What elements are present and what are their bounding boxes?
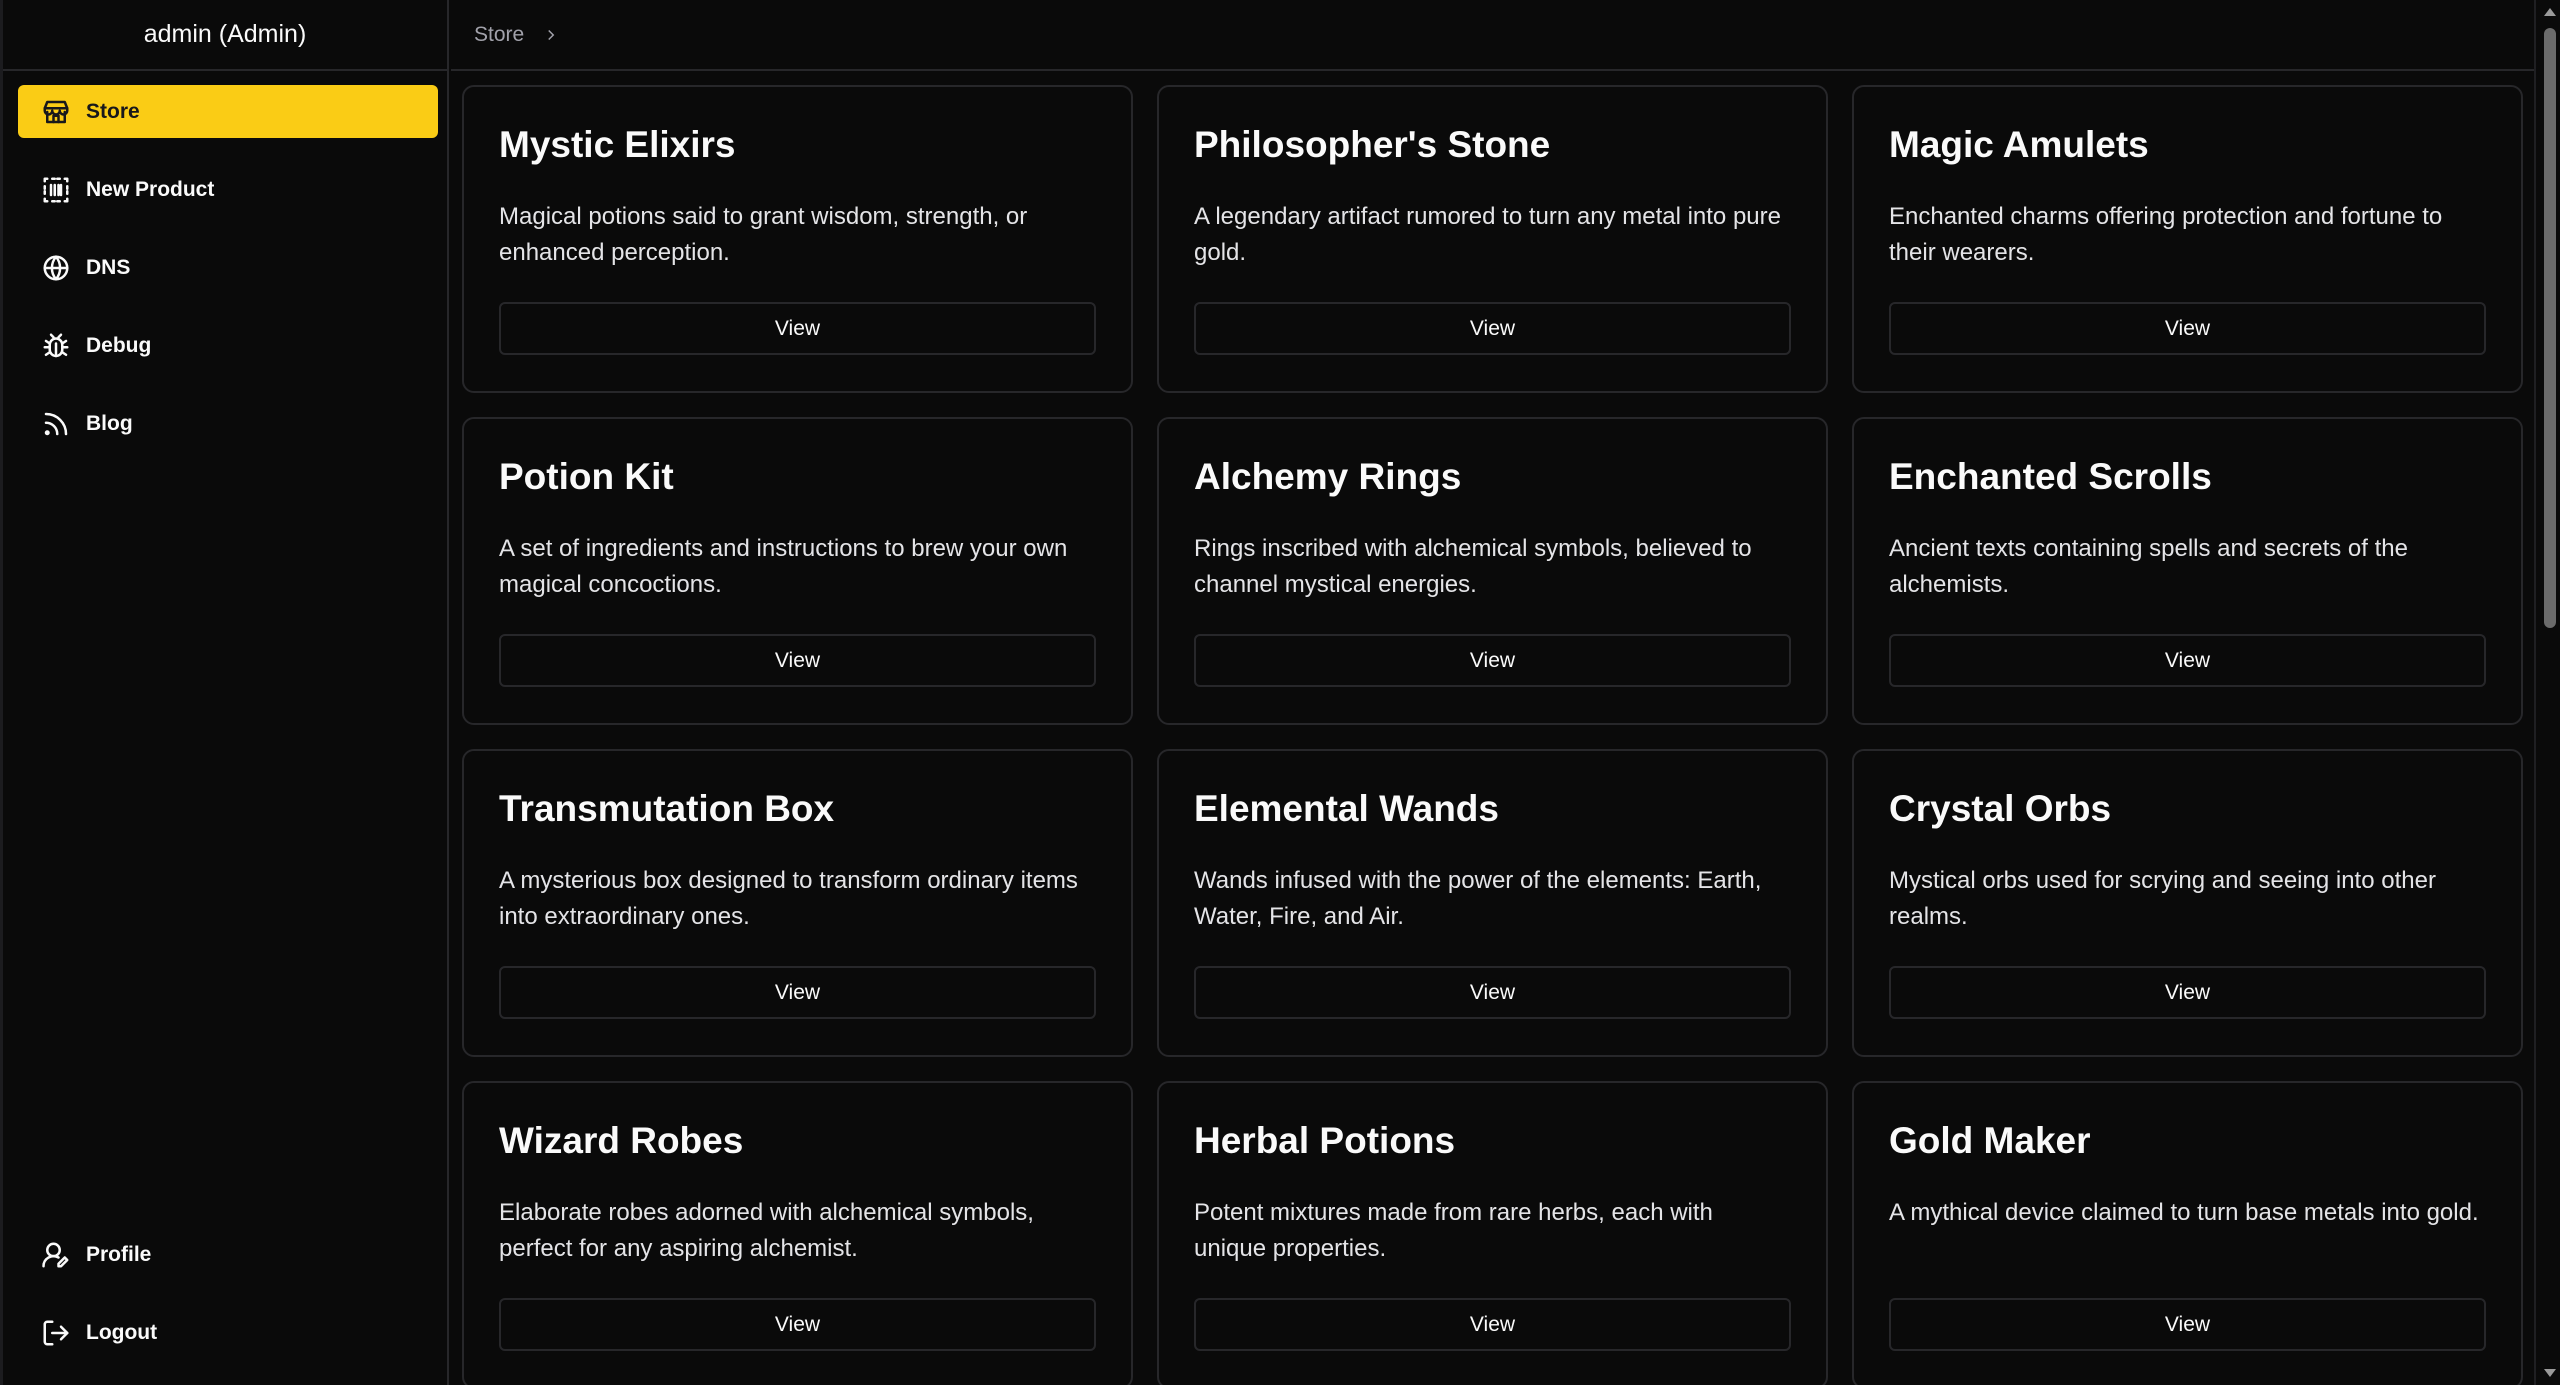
breadcrumb	[451, 0, 2534, 71]
product-description: A legendary artifact rumored to turn any metal into pure gold.	[1194, 203, 1781, 266]
sidebar-item-debug[interactable]	[18, 319, 438, 372]
store-icon	[41, 97, 71, 127]
view-button[interactable]: View	[1194, 302, 1791, 355]
product-grid	[462, 85, 2524, 1385]
product-title: Elemental Wands	[1194, 788, 1499, 829]
product-card	[1852, 749, 2523, 1057]
product-card	[1852, 417, 2523, 725]
view-button[interactable]: View	[1889, 1298, 2486, 1351]
product-card	[1157, 85, 1828, 393]
sidebar-item-dns[interactable]	[18, 241, 438, 294]
product-description: Enchanted charms offering protection and fortune to their wearers.	[1889, 203, 2443, 266]
product-title: Herbal Potions	[1194, 1120, 1456, 1161]
view-button[interactable]: View	[1194, 634, 1791, 687]
product-description: Mystical orbs used for scrying and seeing into other realms.	[1889, 867, 2436, 930]
sidebar-item-label: Logout	[86, 1320, 158, 1344]
product-description: Rings inscribed with alchemical symbols, believed to channel mystical energies.	[1194, 535, 1752, 598]
user-icon	[41, 1240, 71, 1270]
sidebar-item-label: Store	[86, 99, 140, 123]
product-title: Transmutation Box	[499, 788, 835, 829]
sidebar-nav	[18, 85, 438, 475]
scroll-down-arrow[interactable]	[2544, 1369, 2556, 1377]
product-card	[1157, 417, 1828, 725]
sidebar-item-label: New Product	[86, 177, 215, 201]
view-button[interactable]: View	[1889, 302, 2486, 355]
product-card	[1852, 1081, 2523, 1385]
scroll-thumb[interactable]	[2544, 28, 2556, 628]
product-description: A mysterious box designed to transform ordinary items into extraordinary ones.	[499, 867, 1078, 930]
product-title: Philosopher's Stone	[1194, 124, 1551, 165]
sidebar-item-label: Profile	[86, 1242, 152, 1266]
sidebar-item-new-product[interactable]	[18, 163, 438, 216]
view-button[interactable]: View	[1194, 1298, 1791, 1351]
bug-icon	[41, 331, 71, 361]
product-description: Magical potions said to grant wisdom, strength, or enhanced perception.	[499, 203, 1028, 266]
product-title: Potion Kit	[499, 456, 674, 497]
sidebar-item-label: Blog	[86, 411, 133, 435]
view-button[interactable]: View	[1889, 634, 2486, 687]
rss-icon	[41, 409, 71, 439]
product-title: Mystic Elixirs	[499, 124, 736, 165]
sidebar-item-logout[interactable]	[18, 1306, 438, 1359]
globe-icon	[41, 253, 71, 283]
product-description: Potent mixtures made from rare herbs, each with unique properties.	[1194, 1199, 1713, 1262]
logout-icon	[41, 1318, 71, 1348]
product-card	[462, 749, 1133, 1057]
product-card	[462, 417, 1133, 725]
user-header: admin (Admin)	[3, 0, 447, 71]
sidebar-bottom-nav	[18, 1228, 438, 1384]
chevron-right-icon	[542, 26, 560, 44]
sidebar-item-profile[interactable]	[18, 1228, 438, 1281]
product-title: Crystal Orbs	[1889, 788, 2112, 829]
view-button[interactable]: View	[499, 302, 1096, 355]
product-card	[1852, 85, 2523, 393]
new-product-icon	[41, 175, 71, 205]
product-card	[1157, 749, 1828, 1057]
breadcrumb-item-store[interactable]: Store	[474, 22, 525, 46]
product-title: Alchemy Rings	[1194, 456, 1462, 497]
sidebar-item-store[interactable]	[18, 85, 438, 138]
vertical-scrollbar[interactable]	[2534, 0, 2560, 1385]
product-description: A mythical device claimed to turn base metals into gold.	[1889, 1199, 2479, 1226]
product-card	[462, 85, 1133, 393]
product-title: Enchanted Scrolls	[1889, 456, 2212, 497]
sidebar-item-blog[interactable]	[18, 397, 438, 450]
sidebar-item-label: DNS	[86, 255, 131, 279]
product-title: Wizard Robes	[499, 1120, 744, 1161]
view-button[interactable]: View	[499, 1298, 1096, 1351]
sidebar	[0, 0, 449, 1385]
product-card	[462, 1081, 1133, 1385]
view-button[interactable]: View	[499, 966, 1096, 1019]
view-button[interactable]: View	[1889, 966, 2486, 1019]
product-description: A set of ingredients and instructions to brew your own magical concoctions.	[499, 535, 1068, 598]
sidebar-item-label: Debug	[86, 333, 152, 357]
view-button[interactable]: View	[499, 634, 1096, 687]
product-description: Elaborate robes adorned with alchemical symbols, perfect for any aspiring alchemist.	[499, 1199, 1034, 1262]
product-card	[1157, 1081, 1828, 1385]
product-title: Magic Amulets	[1889, 124, 2149, 165]
product-description: Ancient texts containing spells and secrets of the alchemists.	[1889, 535, 2408, 598]
view-button[interactable]: View	[1194, 966, 1791, 1019]
product-description: Wands infused with the power of the elements: Earth, Water, Fire, and Air.	[1194, 867, 1762, 930]
product-title: Gold Maker	[1889, 1120, 2091, 1161]
scroll-up-arrow[interactable]	[2544, 8, 2556, 16]
